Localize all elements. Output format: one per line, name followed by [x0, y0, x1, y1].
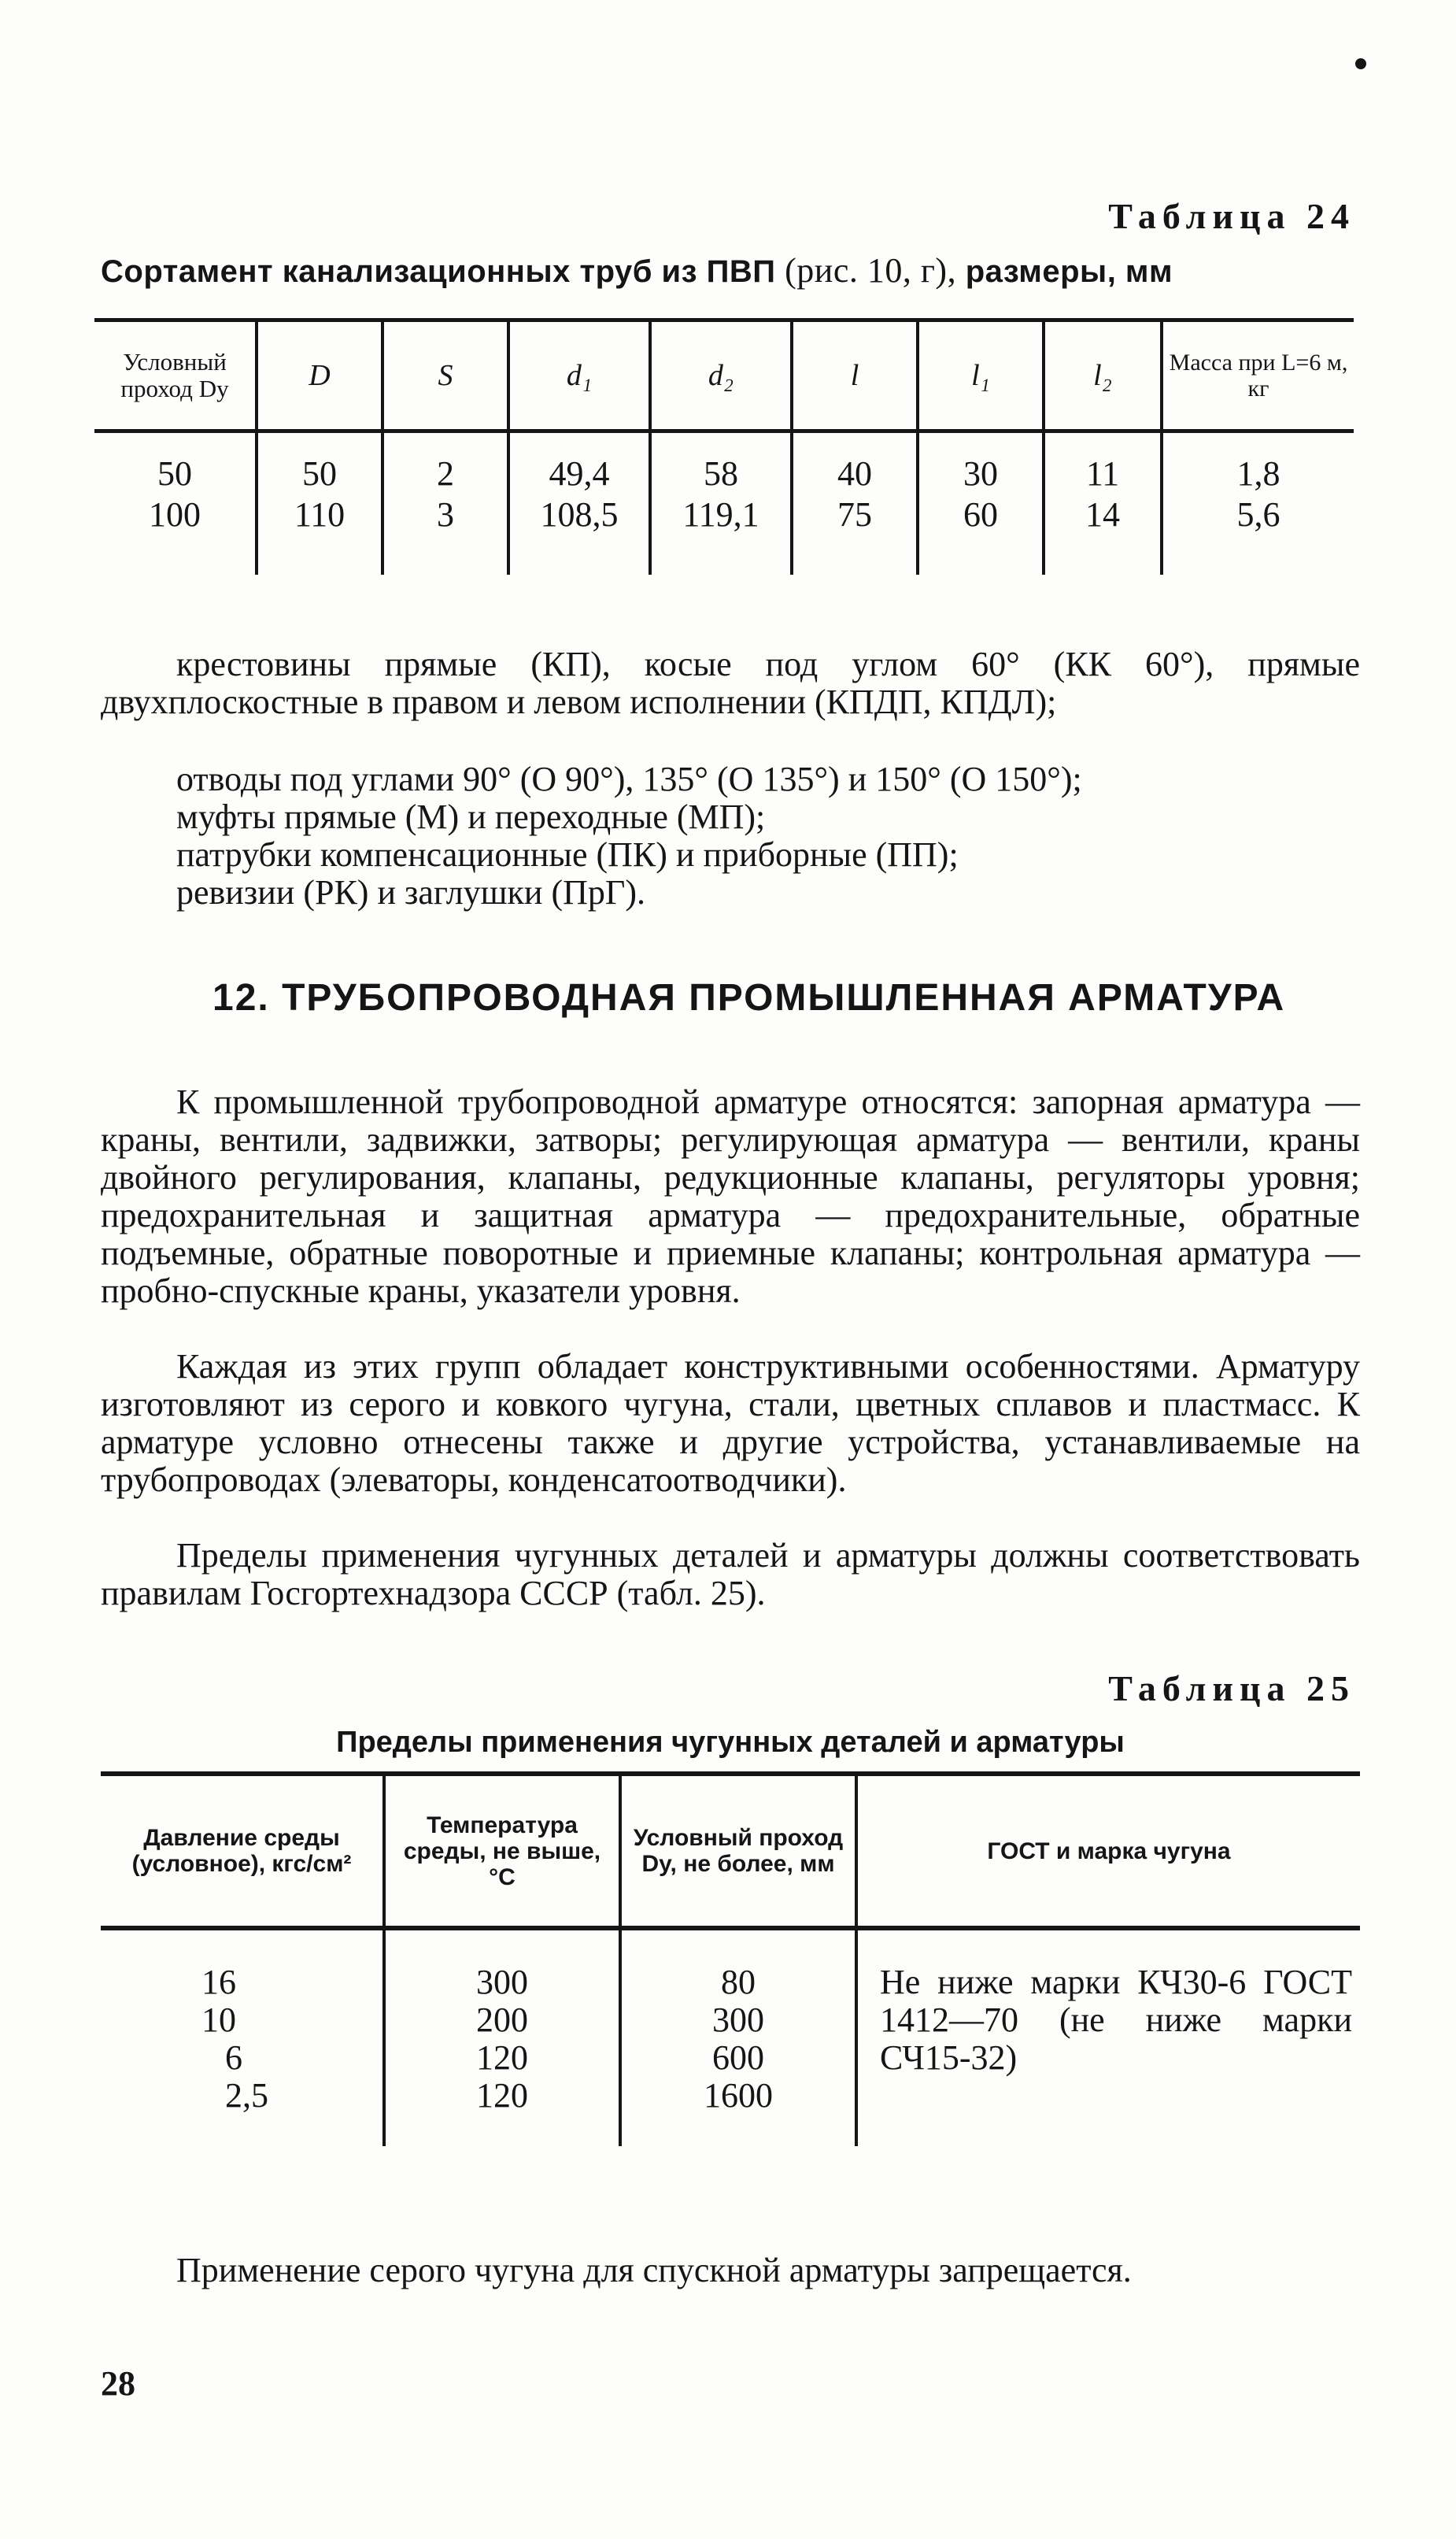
table-cell: 600 — [712, 2038, 764, 2077]
list-item: муфты прямые (М) и переходные (МП); — [176, 798, 766, 836]
section-title: 12. ТРУБОПРОВОДНАЯ ПРОМЫШЛЕННАЯ АРМАТУРА — [212, 977, 1286, 1019]
table-25 — [101, 1771, 1360, 2146]
list-item: крестовины прямые (КП), косые под углом 60° (КК 60°), прямые двухплоскостные в правом и левом исполнении (КПДП, КПДЛ); — [101, 645, 1360, 721]
print-speck — [1355, 58, 1366, 69]
table-24-header-cell: D — [257, 320, 382, 431]
table-25-passage-column — [620, 1928, 856, 2146]
page-number: 28 — [101, 2364, 135, 2403]
table-cell: 14 — [1085, 495, 1120, 534]
table-cell: 6 — [225, 2038, 242, 2077]
table-24-caption-part3: размеры, мм — [965, 254, 1173, 289]
body-paragraph: Пределы применения чугунных деталей и арматуры должны соответствовать правилам Госгортехнадзора СССР (табл. 25). — [101, 1536, 1360, 1612]
table-cell: 2 — [437, 454, 454, 493]
table-24-number: Таблица 24 — [1108, 196, 1355, 236]
table-cell: 60 — [963, 495, 998, 534]
table-24-column — [257, 431, 382, 576]
table-cell: 1,8 — [1236, 454, 1280, 493]
table-cell: 11 — [1085, 454, 1120, 493]
table-cell: 300 — [712, 2000, 764, 2039]
table-24-header-cell: Условный проход Dу — [120, 348, 229, 402]
table-cell: 5,6 — [1236, 495, 1280, 534]
table-25-header-row — [101, 1774, 1360, 1928]
table-cell: 30 — [963, 454, 998, 493]
table-25-number: Таблица 25 — [1108, 1668, 1355, 1708]
table-24-column — [792, 431, 918, 576]
table-24-header-cell: Масса при L=6 м, кг — [1162, 320, 1354, 431]
table-24-caption-part1: Сортамент канализационных труб из ПВП — [101, 254, 776, 289]
table-25-pressure-column — [101, 1928, 384, 2146]
table-cell: 40 — [837, 454, 872, 493]
table-row — [101, 1928, 1360, 2146]
table-cell: 120 — [476, 2038, 528, 2077]
table-cell: 119,1 — [682, 495, 759, 534]
table-24-column — [1162, 431, 1354, 576]
table-25-header-cell: Условный проход Dу, не более, мм — [620, 1774, 856, 1928]
table-24-header-cell: l₂ — [1044, 320, 1162, 431]
table-cell: 120 — [476, 2076, 528, 2115]
table-25-caption: Пределы применения чугунных деталей и арматуры — [336, 1726, 1125, 1759]
table-24-header-cell: S — [382, 320, 508, 431]
table-24-header-cell: d₂ — [650, 320, 792, 431]
table-cell: 108,5 — [540, 495, 619, 534]
table-row — [94, 431, 1354, 576]
table-24-header-cell: l — [792, 320, 918, 431]
table-24-column — [508, 431, 650, 576]
table-cell: 50 — [157, 454, 192, 493]
table-24-caption — [101, 250, 1360, 291]
table-cell: 16 — [201, 1963, 236, 2001]
table-cell: 200 — [476, 2000, 528, 2039]
table-24-header-cell: l₁ — [918, 320, 1044, 431]
table-25-header-cell: Температура среды, не выше, °С — [384, 1774, 620, 1928]
table-25-temperature-column — [384, 1928, 620, 2146]
table-cell: 110 — [294, 495, 346, 534]
table-24 — [94, 318, 1354, 575]
list-item: ревизии (РК) и заглушки (ПрГ). — [176, 873, 645, 912]
table-cell: 10 — [201, 2000, 236, 2039]
table-24-column — [1044, 431, 1162, 576]
table-cell: 80 — [721, 1963, 756, 2001]
table-24-column — [650, 431, 792, 576]
table-cell: 75 — [837, 495, 872, 534]
table-24-header-cell: d₁ — [508, 320, 650, 431]
table-cell: 100 — [149, 495, 201, 534]
table-cell: 2,5 — [225, 2076, 268, 2115]
table-cell: 300 — [476, 1963, 528, 2001]
list-item: отводы под углами 90° (О 90°), 135° (О 135°) и 150° (О 150°); — [176, 760, 1082, 798]
table-cell: 58 — [704, 454, 738, 493]
table-25-gost-cell: Не ниже марки КЧ30-6 ГОСТ 1412—70 (не ниже марки СЧ15-32) — [856, 1928, 1360, 2146]
table-24-column — [918, 431, 1044, 576]
table-cell: 50 — [302, 454, 337, 493]
table-24-caption-part2: (рис. 10, г), — [785, 251, 957, 290]
table-24-header-row — [94, 320, 1354, 431]
table-24-column — [382, 431, 508, 576]
table-24-column — [94, 431, 257, 576]
body-paragraph: К промышленной трубопроводной арматуре относятся: запорная арматура — краны, вентили, задвижки, затворы; регулирующая арматура — вентили, краны двойного регулирования, клапаны, редукционные клапаны, регуляторы уровня; предохранительная и защитная арматура — предохранительные, обратные подъемные, обратные поворотные и приемные клапаны; контрольная арматура — пробно-спускные краны, указатели уровня. — [101, 1083, 1360, 1310]
table-25-header-cell: ГОСТ и марка чугуна — [856, 1774, 1360, 1928]
footer-paragraph: Применение серого чугуна для спускной арматуры запрещается. — [176, 2251, 1132, 2289]
table-cell: 1600 — [704, 2076, 773, 2115]
list-item: патрубки компенсационные (ПК) и приборные (ПП); — [176, 835, 959, 874]
table-cell: 49,4 — [549, 454, 610, 493]
table-cell: 3 — [437, 495, 454, 534]
body-paragraph: Каждая из этих групп обладает конструктивными особенностями. Арматуру изготовляют из серого и ковкого чугуна, стали, цветных сплавов и пластмасс. К арматуре условно отнесены также и другие устройства, устанавливаемые на трубопроводах (элеваторы, конденсатоотводчики). — [101, 1347, 1360, 1499]
table-25-header-cell: Давление среды (условное), кгс/см² — [131, 1825, 352, 1877]
